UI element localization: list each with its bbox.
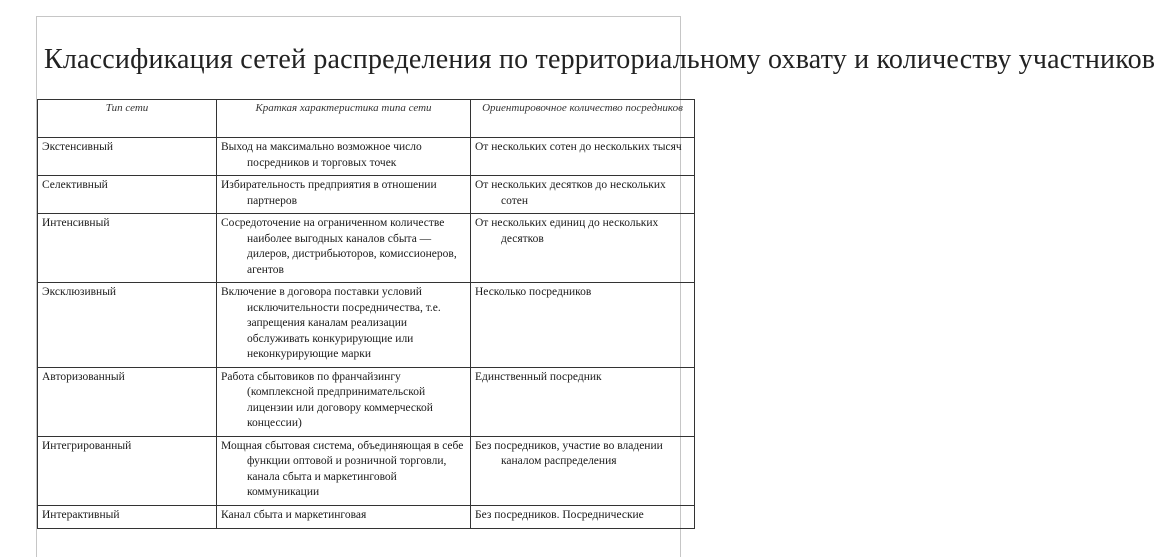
cell-characteristic: Включение в договора поставки условий исключительности посредничества, т.е. запрещения каналам реализации обслуживать конкурирующие или неконкурирующие марки [217,283,471,368]
cell-type: Интерактивный [38,505,217,528]
table-header-row [38,100,695,138]
table-row [38,283,695,368]
table-row [38,505,695,528]
slide-title: Классификация сетей распределения по территориальному охвату и количеству участников [44,44,1155,75]
cell-type: Эксклюзивный [38,283,217,368]
cell-count: От нескольких сотен до нескольких тысяч [471,138,695,176]
cell-characteristic: Канал сбыта и маркетинговая [217,505,471,528]
table-row [38,436,695,505]
table-row [38,176,695,214]
header-intermediaries-count: Ориентировочное количество посредников [471,100,695,138]
cell-characteristic: Сосредоточение на ограниченном количестве наиболее выгодных каналов сбыта — дилеров, дистрибьюторов, комиссионеров, агентов [217,214,471,283]
cell-type: Экстенсивный [38,138,217,176]
cell-characteristic: Мощная сбытовая система, объединяющая в себе функции оптовой и розничной торговли, канала сбыта и маркетинговой коммуникации [217,436,471,505]
cell-characteristic: Выход на максимально возможное число посредников и торговых точек [217,138,471,176]
cell-count: Единственный посредник [471,367,695,436]
distribution-network-table [37,99,695,529]
cell-type: Интегрированный [38,436,217,505]
cell-count: Несколько посредников [471,283,695,368]
header-network-type: Тип сети [38,100,217,138]
table-row [38,367,695,436]
cell-type: Селективный [38,176,217,214]
header-characteristic: Краткая характеристика типа сети [217,100,471,138]
cell-type: Интенсивный [38,214,217,283]
cell-count: От нескольких единиц до нескольких десятков [471,214,695,283]
table-row [38,138,695,176]
cell-count: Без посредников, участие во владении каналом распределения [471,436,695,505]
cell-characteristic: Избирательность предприятия в отношении партнеров [217,176,471,214]
cell-characteristic: Работа сбытовиков по франчайзингу (комплексной предпринимательской лицензии или договору коммерческой концессии) [217,367,471,436]
cell-type: Авторизованный [38,367,217,436]
cell-count: От нескольких десятков до нескольких сотен [471,176,695,214]
cell-count: Без посредников. Посреднические [471,505,695,528]
table-row [38,214,695,283]
